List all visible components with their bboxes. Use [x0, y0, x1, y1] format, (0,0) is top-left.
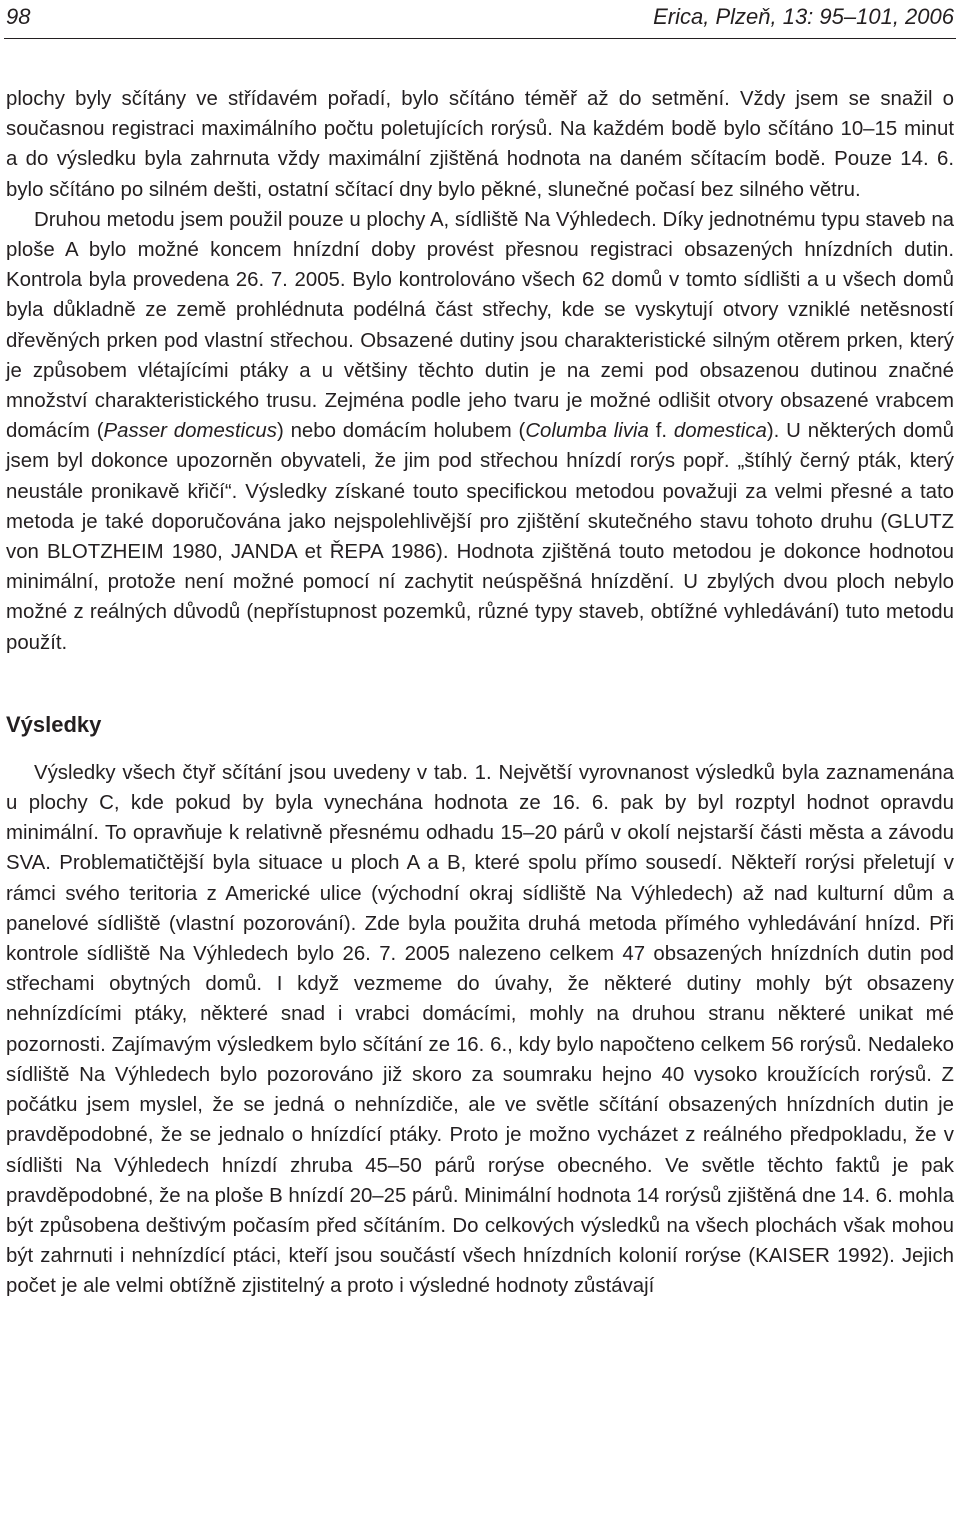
article-body: [6, 84, 954, 1302]
page-header: [0, 0, 960, 36]
text-run: f.: [648, 420, 674, 443]
page-number: 98: [6, 4, 31, 29]
text-run: ) nebo domácím holubem (: [276, 420, 526, 443]
header-rule: [4, 38, 956, 39]
section-heading-results: Výsledky: [6, 711, 102, 737]
text-run: Druhou metodu jsem použil pouze u plochy A, sídliště Na Výhledech. Díky jednotnému typu staveb na ploše A bylo možné koncem hnízdní doby provést přesnou registraci obsazených hnízdních dutin. Kontrola byla provedena 26. 7. 2005. Bylo kontrolováno všech 62 domů v tomto sídlišti a u všech domů byla důkladně ze země prohlédnuta podélná část střechy, kde se vyskytují otvory vzniklé netěsností dřevěných prken pod vlastní střechou. Obsazené dutiny jsou charakteristické silným otěrem prken, který je způsobem vlétajícími ptáky a u většiny těchto dutin je na zemi pod obsazenou dutinou značné množství charakteristického trusu. Zejména podle jeho tvaru je možné odlišit otvory obsazené vrabcem domácím (: [6, 208, 954, 443]
text-run: ). U některých domů jsem byl dokonce upozorněn obyvateli, že jim pod střechou hnízdí rorýs popř. „štíhlý černý pták, který neustále pronikavě křičí“. Výsledky získané touto specifickou metodou považuji za velmi přesné a tato metoda je také doporučována jako nejspolehlivější pro zjištění skutečného stavu tohoto druhu (GLUTZ von BLOTZHEIM 1980, JANDA et ŘEPA 1986). Hodnota zjištěná touto metodou je dokonce hodnotou minimální, protože není možné pomocí ní zachytit neúspěšná hnízdění. U zbylých dvou ploch nebylo možné z reálných důvodů (nepřístupnost pozemků, různé typy staveb, obtížné vyhledávání) tuto metodu použít.: [6, 420, 954, 654]
running-title: Erica, Plzeň, 13: 95–101, 2006: [653, 4, 954, 29]
species-name-passer: Passer domesticus: [103, 420, 277, 443]
species-form-domestica: domestica: [673, 420, 767, 443]
species-name-columba: Columba livia: [525, 420, 649, 443]
methods-paragraph-1: plochy byly sčítány ve střídavém pořadí, bylo sčítáno téměř až do setmění. Vždy jsem se snažil o současnou registraci maximálního počtu poletujících rorýsů. Na každém bodě bylo sčítáno 10–15 minut a do výsledku byla zahrnuta vždy maximální zjištěná hodnota na daném sčítacím bodě. Pouze 14. 6. bylo sčítáno po silném dešti, ostatní sčítací dny bylo pěkné, slunečné počasí bez silného větru.: [6, 88, 954, 201]
methods-paragraph-2: [6, 205, 954, 658]
results-paragraph-1: Výsledky všech čtyř sčítání jsou uvedeny v tab. 1. Největší vyrovnanost výsledků byla zaznamenána u plochy C, kde pokud by byla vynechána hodnota ze 16. 6. pak by byl rozptyl hodnot opravdu minimální. To opravňuje k relativně přesnému odhadu 15–20 párů v okolí nejstarší části města a závodu SVA. Problematičtější byla situace u ploch A a B, které spolu přímo sousedí. Někteří rorýsi přeletují v rámci svého teritoria z Americké ulice (východní okraj sídliště Na Výhledech) až nad kulturní dům a panelové sídliště (vlastní pozorování). Zde byla použita druhá metoda přímého vyhledávání hnízd. Při kontrole sídliště Na Výhledech bylo 26. 7. 2005 nalezeno celkem 47 obsazených hnízdních dutin pod střechami obytných domů. I když vezmeme do úvahy, že některé dutiny mohly být obsazeny nehnízdícími ptáky, některé snad i vrabci domácími, mohly na druhou stranu některé unikat mé pozornosti. Zajímavým výsledkem bylo sčítání ze 16. 6., kdy bylo napočteno celkem 56 rorýsů. Nedaleko sídliště Na Výhledech bylo pozorováno již skoro za soumraku hejno 40 vysoko kroužících rorýsů. Z počátku jsem myslel, že se jedná o nehnízdiče, ale ve světle sčítání obsazených hnízdních dutin je pravděpodobné, že se jednalo o hnízdící ptáky. Proto je možno vycházet z reálného předpokladu, že v sídlišti Na Výhledech hnízdí zhruba 45–50 párů rorýse obecného. Ve světle těchto faktů je pak pravděpodobné, že na ploše B hnízdí 20–25 párů. Minimální hodnota 14 rorýsů zjištěná dne 14. 6. mohla být způsobena deštivým počasím před sčítáním. Do celkových výsledků na všech plochách však mohou být zahrnuti i nehnízdící ptáci, kteří jsou součástí všech hnízdních kolonií rorýse (KAISER 1992). Jejich počet je ale velmi obtížně zjistitelný a proto i výsledné hodnoty zůstávají: [6, 761, 954, 1298]
